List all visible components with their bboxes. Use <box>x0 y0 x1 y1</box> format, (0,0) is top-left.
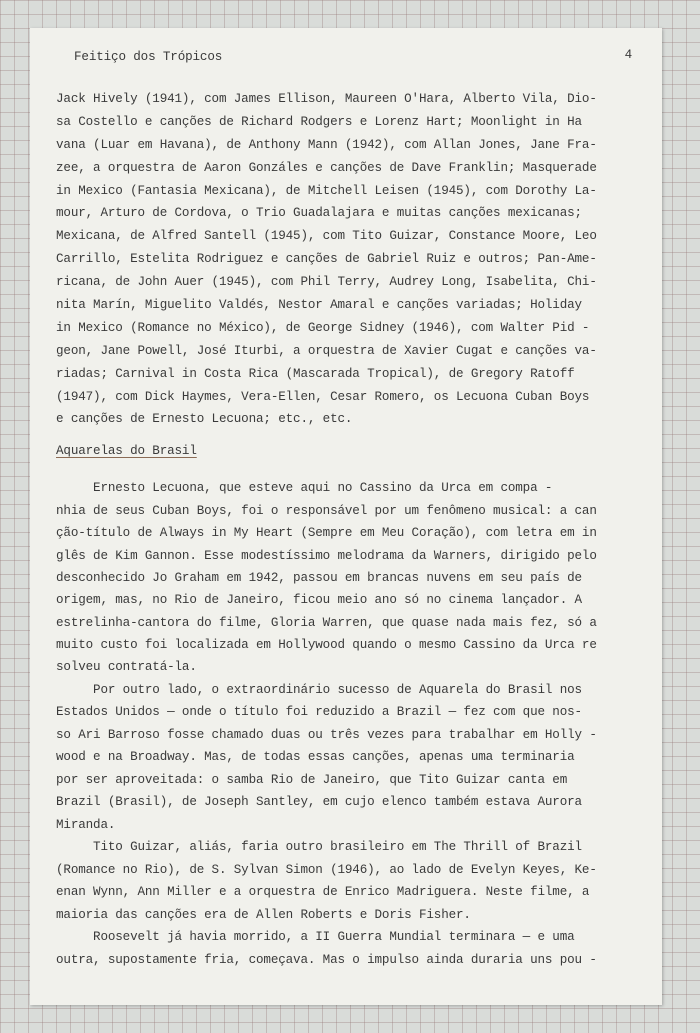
text-line: maioria das canções era de Allen Roberts e Doris Fisher. <box>56 907 471 922</box>
text-line: Tito Guizar, aliás, faria outro brasileiro em The Thrill of Brazil <box>56 840 582 855</box>
text-line: Brazil (Brasil), de Joseph Santley, em cujo elenco também estava Aurora <box>56 795 582 810</box>
running-title: Feitiço dos Trópicos <box>74 50 223 64</box>
text-line: zee, a orquestra de Aaron Gonzáles e canções de Dave Franklin; Masquerade <box>56 160 597 175</box>
text-line: in Mexico (Fantasia Mexicana), de Mitchell Leisen (1945), com Dorothy La- <box>56 183 597 198</box>
text-line: ção-título de Always in My Heart (Sempre em Meu Coração), com letra em in <box>56 526 597 541</box>
text-line: Jack Hively (1941), com James Ellison, Maureen O'Hara, Alberto Vila, Dio- <box>56 92 597 106</box>
text-line: origem, mas, no Rio de Janeiro, ficou meio ano só no cinema lançador. A <box>56 593 582 608</box>
text-line: Carrillo, Estelita Rodriguez e canções de Gabriel Ruiz e outros; Pan-Ame- <box>56 252 597 267</box>
typed-page <box>30 28 662 1005</box>
text-line: muito custo foi localizada em Hollywood quando o mesmo Cassino da Urca re <box>56 638 597 653</box>
page-number: 4 <box>624 48 632 62</box>
text-line: wood e na Broadway. Mas, de todas essas canções, apenas uma terminaria <box>56 750 575 765</box>
text-line: estrelinha-cantora do filme, Gloria Warren, que quase nada mais fez, só a <box>56 615 597 630</box>
text-line: Estados Unidos — onde o título foi reduzido a Brazil — fez com que nos- <box>56 705 582 720</box>
text-line: por ser aproveitada: o samba Rio de Janeiro, que Tito Guizar canta em <box>56 772 568 787</box>
text-line: solveu contratá-la. <box>56 660 197 675</box>
text-line: nita Marín, Miguelito Valdés, Nestor Amaral e canções variadas; Holiday <box>56 298 582 313</box>
text-line: riadas; Carnival in Costa Rica (Mascarada Tropical), de Gregory Ratoff <box>56 366 575 381</box>
text-line: Ernesto Lecuona, que esteve aqui no Cassino da Urca em compa - <box>56 481 553 496</box>
aquarela-paragraph <box>56 679 642 837</box>
text-line: nhia de seus Cuban Boys, foi o responsável por um fenômeno musical: a can <box>56 503 597 518</box>
lecuona-paragraph <box>56 477 642 679</box>
film-list-paragraph <box>56 88 642 431</box>
roosevelt-paragraph <box>56 926 642 971</box>
text-line: in Mexico (Romance no México), de George Sidney (1946), com Walter Pid - <box>56 320 590 335</box>
page-body <box>56 88 642 971</box>
text-line: geon, Jane Powell, José Iturbi, a orquestra de Xavier Cugat e canções va- <box>56 343 597 358</box>
text-line: so Ari Barroso fosse chamado duas ou três vezes para trabalhar em Holly - <box>56 727 597 742</box>
text-line: mour, Arturo de Cordova, o Trio Guadalajara e muitas canções mexicanas; <box>56 206 582 221</box>
text-line: Miranda. <box>56 817 116 832</box>
text-line: Por outro lado, o extraordinário sucesso de Aquarela do Brasil nos <box>56 682 582 697</box>
text-line: (1947), com Dick Haymes, Vera-Ellen, Cesar Romero, os Lecuona Cuban Boys <box>56 389 590 404</box>
text-line: (Romance no Rio), de S. Sylvan Simon (1946), ao lado de Evelyn Keyes, Ke- <box>56 862 597 877</box>
section-heading: Aquarelas do Brasil <box>56 444 197 459</box>
text-line: vana (Luar em Havana), de Anthony Mann (1942), com Allan Jones, Jane Fra- <box>56 137 597 152</box>
text-line: enan Wynn, Ann Miller e a orquestra de Enrico Madriguera. Neste filme, a <box>56 885 590 900</box>
text-line: Roosevelt já havia morrido, a II Guerra Mundial terminara — e uma <box>56 930 575 945</box>
text-line: sa Costello e canções de Richard Rodgers e Lorenz Hart; Moonlight in Ha <box>56 114 582 129</box>
text-line: glês de Kim Gannon. Esse modestíssimo melodrama da Warners, dirigido pelo <box>56 548 597 563</box>
text-line: Mexicana, de Alfred Santell (1945), com Tito Guizar, Constance Moore, Leo <box>56 229 597 244</box>
page-header <box>74 48 632 68</box>
tito-paragraph <box>56 836 642 926</box>
text-line: ricana, de John Auer (1945), com Phil Terry, Audrey Long, Isabelita, Chi- <box>56 275 597 290</box>
text-line: desconhecido Jo Graham em 1942, passou em brancas nuvens em seu país de <box>56 570 582 585</box>
text-line: e canções de Ernesto Lecuona; etc., etc. <box>56 412 353 427</box>
text-line: outra, supostamente fria, começava. Mas o impulso ainda duraria uns pou - <box>56 952 597 967</box>
